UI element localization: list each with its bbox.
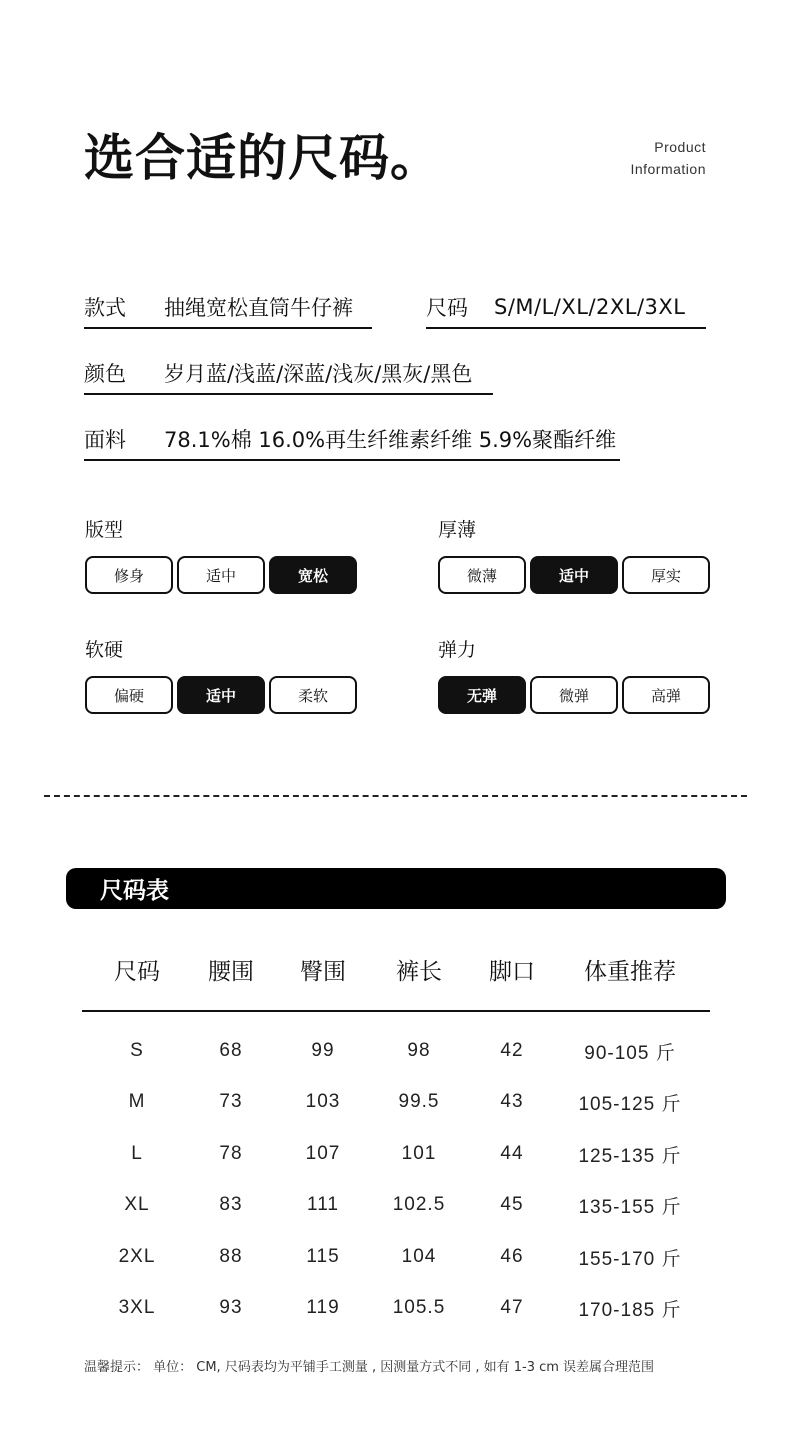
table-cell: 170-185 斤 — [578, 1299, 682, 1321]
style-key: 款式 — [84, 296, 126, 320]
table-cell: 107 — [305, 1143, 341, 1164]
table-cell: 47 — [500, 1297, 524, 1318]
table-cell: 115 — [306, 1246, 340, 1267]
fit-label: 版型 — [85, 519, 124, 541]
elasticity-option: 微弹 — [530, 676, 618, 714]
table-cell: 111 — [307, 1194, 339, 1215]
size-key: 尺码 — [426, 296, 468, 320]
table-cell: 125-135 斤 — [578, 1145, 682, 1167]
table-cell: 119 — [306, 1297, 340, 1318]
table-cell: S — [130, 1040, 144, 1061]
fabric-value: 78.1%棉 16.0%再生纤维素纤维 5.9%聚酯纤维 — [164, 428, 617, 452]
table-cell: 44 — [500, 1143, 524, 1164]
table-cell: 45 — [500, 1194, 524, 1215]
softness-options — [85, 676, 357, 714]
table-row — [82, 1076, 710, 1128]
table-cell: 104 — [401, 1246, 437, 1267]
table-row — [82, 1025, 710, 1077]
fabric-key: 面料 — [84, 428, 126, 452]
color-key: 颜色 — [84, 362, 126, 386]
color-value: 岁月蓝/浅蓝/深蓝/浅灰/黑灰/黑色 — [164, 362, 473, 386]
table-cell: 83 — [219, 1194, 243, 1215]
table-cell: 90-105 斤 — [584, 1042, 676, 1064]
table-row — [82, 1231, 710, 1283]
color-row — [84, 353, 493, 395]
table-cell: 101 — [401, 1143, 437, 1164]
table-cell: 42 — [500, 1040, 524, 1061]
en-line-1: Product — [654, 139, 706, 155]
fit-option-selected: 宽松 — [269, 556, 357, 594]
table-cell: 46 — [500, 1246, 524, 1267]
table-cell: 93 — [219, 1297, 243, 1318]
table-cell: 105.5 — [392, 1297, 446, 1318]
thickness-label: 厚薄 — [438, 519, 477, 541]
elasticity-option-selected: 无弹 — [438, 676, 526, 714]
elasticity-label: 弹力 — [438, 639, 477, 661]
table-cell: 102.5 — [392, 1194, 446, 1215]
table-row — [82, 1179, 710, 1231]
header-size: 尺码 — [114, 958, 160, 985]
table-cell: 155-170 斤 — [578, 1248, 682, 1270]
elasticity-option: 高弹 — [622, 676, 710, 714]
table-cell: 3XL — [118, 1297, 156, 1318]
page-title: 选合适的尺码。 — [84, 129, 441, 187]
table-cell: 88 — [219, 1246, 243, 1267]
table-cell: 2XL — [118, 1246, 156, 1267]
measurement-note: 温馨提示： 单位： CM, 尺码表均为平铺手工测量 , 因测量方式不同 , 如有 1-3 cm 误差属合理范围 — [84, 1360, 655, 1375]
fit-option: 修身 — [85, 556, 173, 594]
thickness-options — [438, 556, 710, 594]
softness-option: 柔软 — [269, 676, 357, 714]
table-cell: 43 — [500, 1091, 524, 1112]
thickness-option: 厚实 — [622, 556, 710, 594]
fabric-row — [84, 419, 620, 461]
fit-option: 适中 — [177, 556, 265, 594]
en-line-2: Information — [630, 161, 706, 177]
table-cell: 135-155 斤 — [578, 1196, 682, 1218]
table-cell: 73 — [219, 1091, 243, 1112]
size-table-title-bar — [66, 868, 726, 909]
table-cell: 68 — [219, 1040, 243, 1061]
header-hem: 脚口 — [489, 958, 535, 985]
table-cell: 105-125 斤 — [578, 1093, 682, 1115]
header-weight: 体重推荐 — [584, 958, 676, 985]
table-cell: 78 — [219, 1143, 243, 1164]
thickness-option: 微薄 — [438, 556, 526, 594]
table-cell: 103 — [305, 1091, 341, 1112]
size-value: S/M/L/XL/2XL/3XL — [494, 295, 686, 319]
softness-label: 软硬 — [85, 639, 124, 661]
table-cell: 99.5 — [398, 1091, 440, 1112]
table-row — [82, 1128, 710, 1180]
size-row — [426, 287, 706, 329]
style-row — [84, 287, 372, 329]
size-table-title: 尺码表 — [100, 878, 169, 904]
header-waist: 腰围 — [208, 958, 254, 985]
elasticity-options — [438, 676, 710, 714]
size-table-header — [82, 940, 710, 1012]
fit-options — [85, 556, 357, 594]
header-hip: 臀围 — [300, 958, 346, 985]
table-row — [82, 1282, 710, 1334]
thickness-option-selected: 适中 — [530, 556, 618, 594]
dashed-divider — [44, 795, 747, 797]
product-information-label — [630, 136, 706, 180]
softness-option-selected: 适中 — [177, 676, 265, 714]
style-value: 抽绳宽松直筒牛仔裤 — [164, 296, 353, 320]
header-length: 裤长 — [396, 958, 442, 985]
softness-option: 偏硬 — [85, 676, 173, 714]
table-cell: L — [131, 1143, 143, 1164]
table-cell: XL — [124, 1194, 150, 1215]
table-cell: 98 — [407, 1040, 431, 1061]
table-cell: M — [128, 1091, 146, 1112]
table-cell: 99 — [311, 1040, 335, 1061]
